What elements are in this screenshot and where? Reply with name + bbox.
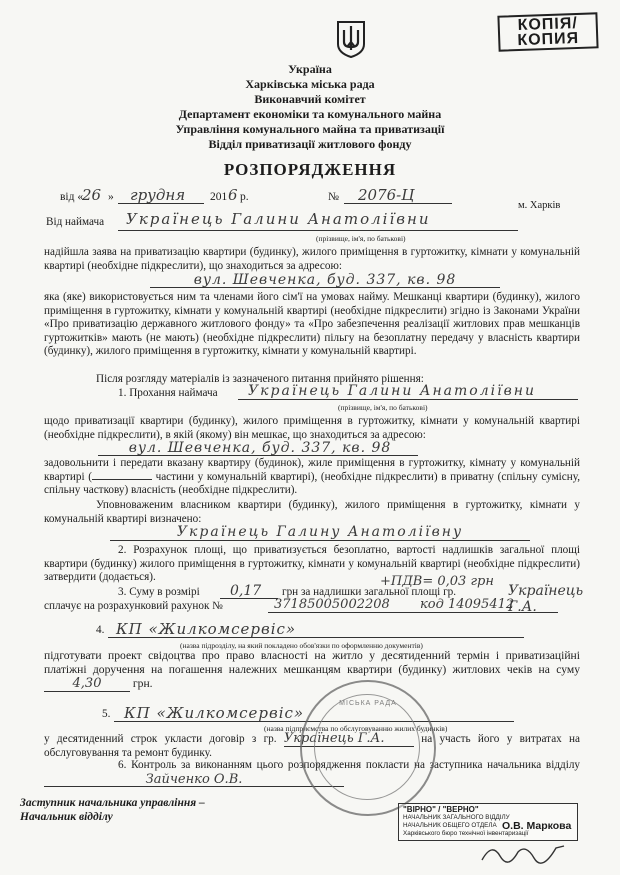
signer-position-line2: Начальник відділу bbox=[20, 811, 113, 823]
item5-caption: (назва підприємства по обслуговуванню жилих будинків) bbox=[264, 724, 448, 733]
item4-caption: (назва підрозділу, на який покладено обов'язки по оформленню документів) bbox=[180, 641, 423, 650]
item4-text: підготувати проект свідоцтва про право власності на житло у десятиденний термін і приватизаційні платіжні доручення на погашення належних мешканцям квартири (будинку) житлових чеків на суму bbox=[44, 649, 580, 676]
date-mid: » bbox=[108, 191, 114, 203]
tenant-label: Від наймача bbox=[46, 216, 105, 228]
item1-owner: Українець Галину Анатоліївну bbox=[176, 524, 464, 540]
item1-address: вул. Шевченка, буд. 337, кв. 98 bbox=[128, 440, 392, 456]
date-day: 26 bbox=[82, 186, 102, 204]
document-number: 2076-Ц bbox=[358, 186, 415, 204]
verified-stamp-line3: НАЧАЛЬНИК ОБЩЕГО ОТДЕЛА bbox=[403, 822, 497, 829]
item2-text: 2. Розрахунок площі, що приватизується безоплатно, вартості надлишків загальної площі квартири (будинку) жилого приміщення в гуртожитку, кімнати у комунальній квартирі (необхідне підкреслити) затвердити (додається). bbox=[44, 544, 580, 584]
header-directorate: Управління комунального майна та приватизації bbox=[175, 122, 445, 136]
item1-transfer-a: задовольнити і передати вказану квартиру (будинок), жиле приміщення в гуртожитку, кімнату у комунальній квартирі ( bbox=[44, 457, 580, 483]
copy-stamp bbox=[497, 12, 598, 51]
item5-text-a: у десятиденний строк укласти договір з гр. bbox=[44, 733, 277, 745]
letterhead bbox=[0, 62, 620, 152]
item3-payer: Українець Г.А. bbox=[508, 583, 584, 615]
header-country: Україна bbox=[288, 62, 332, 76]
item4-header bbox=[44, 620, 580, 650]
item4-org: КП «Жилкомсервіс» bbox=[116, 620, 297, 638]
copy-stamp-line2: КОПИЯ bbox=[517, 29, 580, 50]
tenant-caption: (прізвище, ім'я, по батькові) bbox=[316, 234, 406, 243]
item1-label: 1. Прохання наймача bbox=[118, 387, 218, 399]
item1-owner-text: Уповноваженим власником квартири (будинку), жилого приміщення в гуртожитку, кімнати у комунальній квартирі визначено: bbox=[44, 499, 580, 525]
date-month: грудня bbox=[130, 186, 186, 204]
item1-header bbox=[118, 385, 580, 415]
date-prefix: від « bbox=[60, 191, 84, 203]
header-division: Відділ приватизації житлового фонду bbox=[208, 137, 412, 151]
round-seal-text: МІСЬКА РАДА bbox=[339, 700, 397, 707]
item3-account-label: сплачує на розрахунковий рахунок № bbox=[44, 600, 223, 612]
item6-text: 6. Контроль за виконанням цього розпорядження покласти на заступника начальника відділу bbox=[118, 759, 580, 771]
header-council: Харківська міська рада bbox=[245, 77, 375, 91]
item3 bbox=[44, 583, 584, 618]
verified-stamp-line2: НАЧАЛЬНИК ЗАГАЛЬНОГО ВІДДІЛУ bbox=[403, 814, 510, 821]
signer-name: О.В. Маркова bbox=[502, 820, 572, 832]
header-committee: Виконавчий комітет bbox=[254, 92, 366, 106]
dateline bbox=[60, 186, 580, 211]
signature-scribble-icon bbox=[478, 838, 568, 868]
item4-text-block bbox=[44, 649, 580, 692]
item3-label: 3. Суму в розмірі bbox=[118, 586, 200, 598]
copy-stamp-line1: КОПІЯ/ bbox=[517, 14, 579, 35]
paragraph-application: надійшла заява на приватизацію квартири (будинку), жилого приміщення в гуртожитку, кімнати у комунальній квартирі (необхідне підкреслити), що знаходиться за адресою: bbox=[44, 246, 580, 272]
item4-sum: 4,30 bbox=[44, 677, 130, 692]
item3-code: код 14095412 bbox=[420, 597, 515, 612]
item3-account: 37185005002208 bbox=[274, 597, 390, 612]
item3-amount: 0,17 bbox=[230, 583, 262, 599]
item5-org: КП «Жилкомсервіс» bbox=[124, 704, 305, 722]
address-handwritten: вул. Шевченка, буд. 337, кв. 98 bbox=[193, 272, 457, 288]
item1-name: Українець Галини Анатоліївни bbox=[248, 383, 536, 399]
item5-text-b: на участь його у витратах на обслуговування та ремонт будинку. bbox=[44, 733, 581, 759]
signer-position-line1: Заступник начальника управління – bbox=[20, 797, 205, 809]
item4-sum-unit: грн. bbox=[132, 677, 153, 690]
header-department: Департамент економіки та комунального майна bbox=[178, 107, 442, 121]
item1-transfer-b: частини у комунальній квартирі), (необхідне підкреслити) в приватну (спільну сумісну, спільну часткову) власність (необхідне підкреслити). bbox=[44, 470, 580, 497]
item6-value: Зайченко О.В. bbox=[44, 773, 344, 788]
item1-transfer bbox=[44, 457, 580, 498]
date-year-prefix: 201 bbox=[210, 191, 228, 203]
tenant-block bbox=[46, 210, 580, 244]
item5-label: 5. bbox=[102, 708, 111, 720]
item3-text: грн за надлишки загальної площі гр. bbox=[282, 586, 457, 598]
date-year-suffix: 6 bbox=[228, 186, 238, 204]
document-title: РОЗПОРЯДЖЕННЯ bbox=[223, 160, 397, 179]
paragraph-benefits: яка (яке) використовується ним та членами його сім'ї на умовах найму. Мешканці квартири (будинку), жилого приміщення в гуртожитку, кімнати у комунальній квартирі (необхідне підкреслити) згідно із Законами України «Про приватизацію державного житлового фонду» та «Про забезпечення реалізації житлових прав мешканців гуртожитків» мають (не мають) (необхідне підкреслити) пільгу на безоплатну передачу у власність квартири (будинку), жилого приміщення в гуртожитку, кімнати у комунальній квартирі. bbox=[44, 291, 580, 358]
date-year-end: р. bbox=[240, 191, 249, 203]
decision-intro: Після розгляду матеріалів із зазначеного питання прийнято рішення: bbox=[96, 373, 424, 385]
city: м. Харків bbox=[518, 200, 561, 211]
item2-vat-note: +ПДВ= 0,03 грн bbox=[380, 574, 494, 589]
item4-label: 4. bbox=[96, 624, 105, 636]
tenant-name: Українець Галини Анатоліївни bbox=[126, 210, 431, 228]
verified-stamp-line1: "ВІРНО" / "ВЕРНО" bbox=[403, 805, 479, 814]
verified-stamp-line4: Харківського бюро технічної інвентаризації bbox=[403, 830, 529, 837]
trident-emblem-icon bbox=[336, 20, 366, 58]
signature-block bbox=[20, 796, 205, 824]
round-seal bbox=[300, 680, 436, 816]
item5-name: Українець Г.А. bbox=[284, 732, 414, 747]
item1-caption: (прізвище, ім'я, по батькові) bbox=[338, 403, 428, 412]
item1-text: щодо приватизації квартири (будинку), жилого приміщення в гуртожитку, кімнати у комунальній квартирі (необхідне підкреслити), в якій (якому) він мешкає, що знаходиться за адресою: bbox=[44, 415, 580, 441]
number-label: № bbox=[328, 191, 339, 203]
